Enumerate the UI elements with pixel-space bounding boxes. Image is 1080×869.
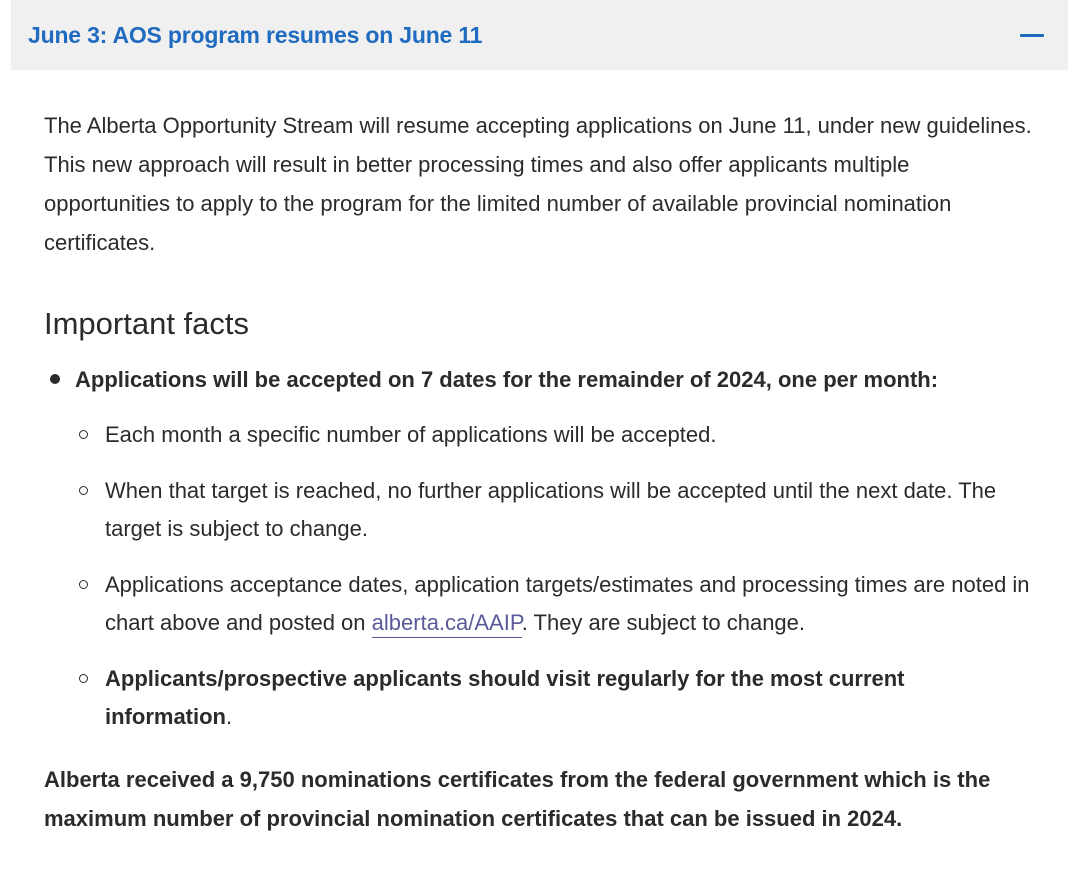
bullet-circle-icon	[79, 486, 88, 495]
sub-fact-text: Applications acceptance dates, application targets/estimates and processing times are noted in chart above and posted on	[105, 572, 1030, 635]
list-item	[75, 566, 1034, 642]
sub-fact-text: Each month a specific number of applications will be accepted.	[105, 422, 717, 447]
facts-list	[44, 360, 1034, 736]
sub-facts-list	[75, 416, 1034, 736]
accordion-content	[44, 106, 1034, 838]
bullet-circle-icon	[79, 580, 88, 589]
list-item	[75, 660, 1034, 736]
accordion-title[interactable]: June 3: AOS program resumes on June 11	[28, 21, 483, 48]
list-item	[75, 416, 1034, 454]
aaip-link[interactable]: alberta.ca/AAIP	[372, 610, 522, 638]
list-item	[75, 472, 1034, 548]
closing-paragraph: Alberta received a 9,750 nominations certificates from the federal government which is the maximum number of provincial nomination certificates that can be issued in 2024.	[44, 767, 991, 831]
intro-paragraph: The Alberta Opportunity Stream will resume accepting applications on June 11, under new guidelines. This new approach will result in better processing times and also offer applicants multiple opportunities to apply to the program for the limited number of available provincial nomination certificates.	[44, 113, 1032, 255]
bullet-circle-icon	[79, 430, 88, 439]
fact-main-text: Applications will be accepted on 7 dates for the remainder of 2024, one per month:	[75, 367, 939, 392]
bullet-circle-icon	[79, 674, 88, 683]
sub-fact-text: When that target is reached, no further applications will be accepted until the next date. The target is subject to change.	[105, 478, 997, 541]
minus-icon[interactable]	[1020, 23, 1044, 47]
list-item	[44, 360, 1034, 736]
accordion-header[interactable]	[11, 0, 1068, 70]
section-heading: Important facts	[44, 306, 250, 341]
accordion	[11, 0, 1068, 70]
sub-fact-text: Applicants/prospective applicants should visit regularly for the most current information	[105, 666, 905, 729]
sub-fact-text: . They are subject to change.	[521, 610, 806, 635]
bullet-disc-icon	[50, 374, 60, 384]
sub-fact-period: .	[226, 704, 233, 729]
